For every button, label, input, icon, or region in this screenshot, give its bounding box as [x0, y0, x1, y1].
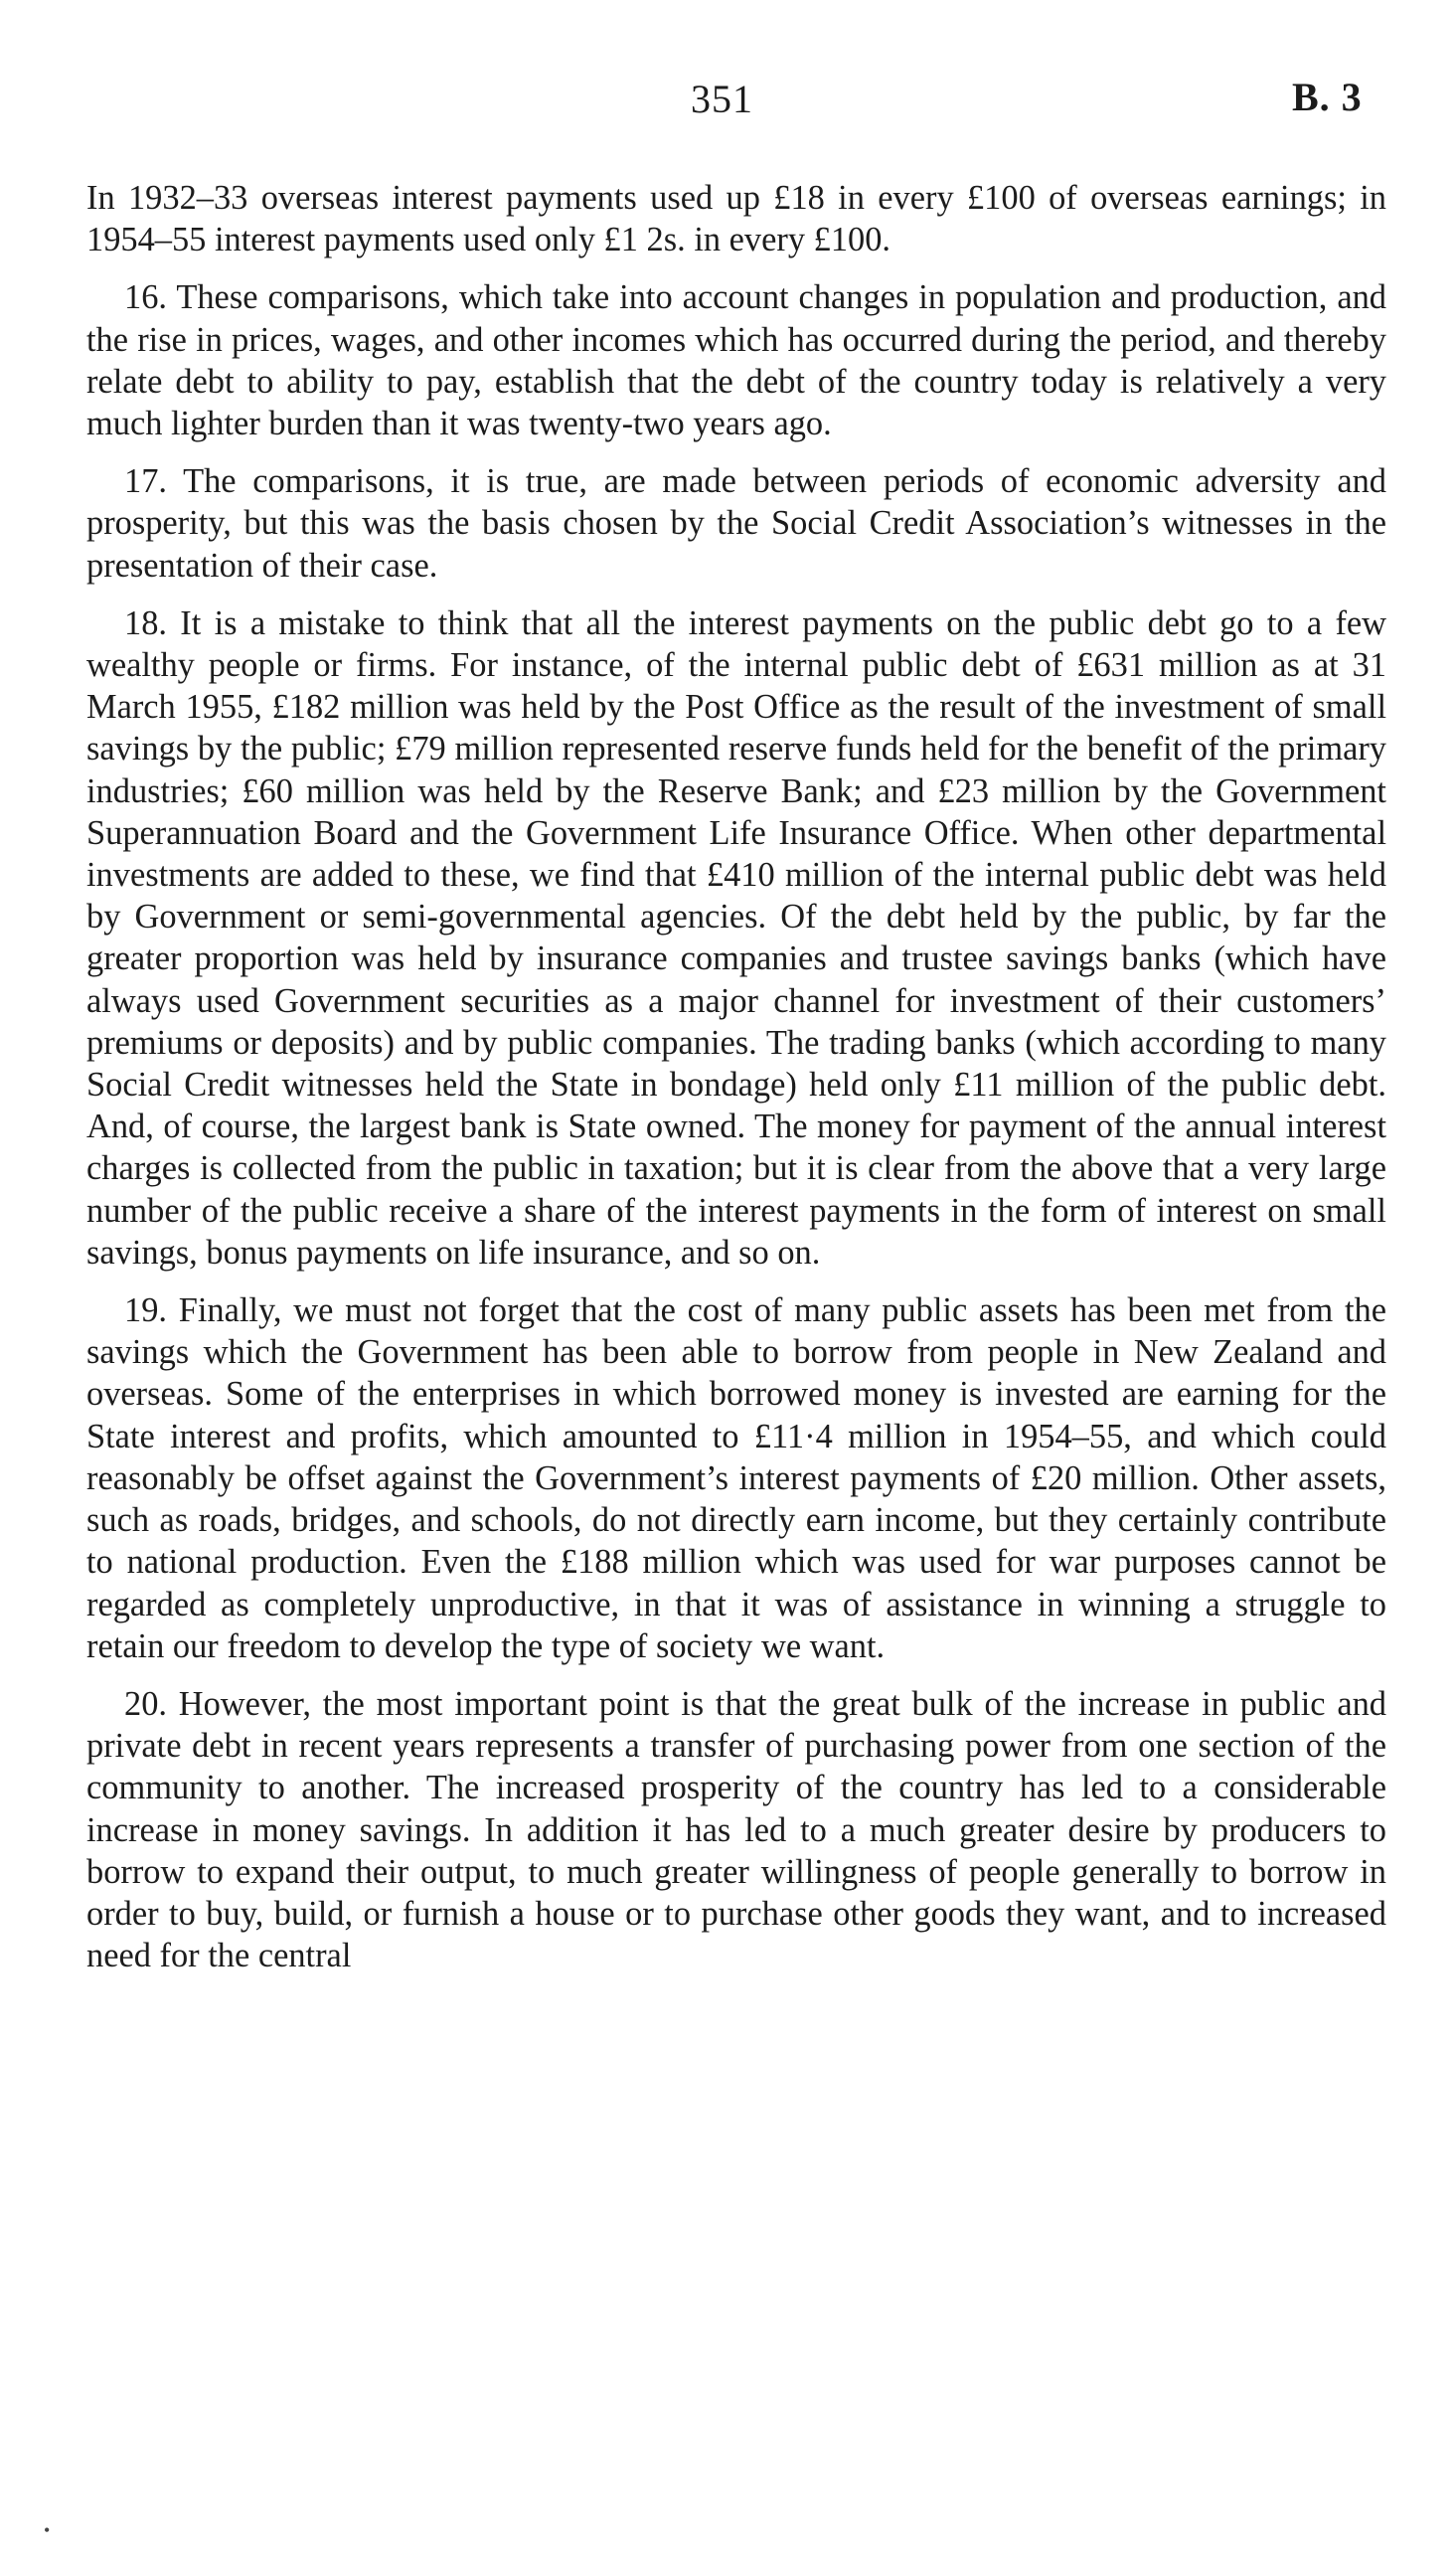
paragraph-20: 20. However, the most important point is that the great bulk of the increase in public and private debt in recent years represents a transfer of purchasing power from one section of the community to another. The increased prosperity of the country has led to a considerable increase in money savings. In addition it has led to a much greater desire by producers to borrow to expand their output, to much greater willingness of people generally to borrow in order to buy, build, or furnish a house or to purchase other goods they want, and to increased need for the central: [86, 1684, 1386, 1975]
paragraph-19: 19. Finally, we must not forget that the cost of many public assets has been met from the savings which the Government has been able to borrow from people in New Zealand and overseas. Some of the enterprises in which borrowed money is invested are earning for the State interest and profits, which amounted to £11·4 million in 1954–55, and which could reasonably be offset against the Government’s interest payments of £20 million. Other assets, such as roads, bridges, and schools, do not directly earn income, but they certainly contribute to national production. Even the £188 million which was used for war purposes cannot be regarded as completely unproductive, in that it was of assistance in winning a struggle to retain our freedom to develop the type of society we want.: [86, 1291, 1386, 1665]
paragraph-17: 17. The comparisons, it is true, are made between periods of economic adversity and prosperity, but this was the basis chosen by the Social Credit Association’s witnesses in the presentation of their case.: [86, 462, 1386, 585]
document-reference: B. 3: [1292, 75, 1363, 119]
paragraph-continuation: In 1932–33 overseas interest payments used up £18 in every £100 of overseas earnings; in 1954–55 interest payments used only £1 2s. in every £100.: [86, 179, 1386, 259]
body-text: [86, 177, 1386, 1992]
page-number: 351: [691, 77, 753, 121]
paragraph-16: 16. These comparisons, which take into account changes in population and production, and the rise in prices, wages, and other incomes which has occurred during the period, and thereby relate debt to ability to pay, establish that the debt of the country today is relatively a very much lighter burden than it was twenty-two years ago.: [86, 278, 1386, 443]
paragraph-18: 18. It is a mistake to think that all the interest payments on the public debt go to a few wealthy people or firms. For instance, of the internal public debt of £631 million as at 31 March 1955, £182 million was held by the Post Office as the result of the investment of small savings by the public; £79 million represented reserve funds held for the benefit of the primary industries; £60 million was held by the Reserve Bank; and £23 million by the Government Superannuation Board and the Government Life Insurance Office. When other departmental investments are added to these, we find that £410 million of the internal public debt was held by Government or semi-governmental agencies. Of the debt held by the public, by far the greater proportion was held by insurance companies and trustee savings banks (which have always used Government securities as a major channel for investment of their customers’ premiums or deposits) and by public companies. The trading banks (which according to many Social Credit witnesses held the State in bondage) held only £11 million of the public debt. And, of course, the largest bank is State owned. The money for payment of the annual interest charges is collected from the public in taxation; but it is clear from the above that a very large number of the public receive a share of the interest payments in the form of interest on small savings, bonus payments on life insurance, and so on.: [86, 603, 1386, 1272]
scan-speck: •: [44, 2520, 51, 2540]
